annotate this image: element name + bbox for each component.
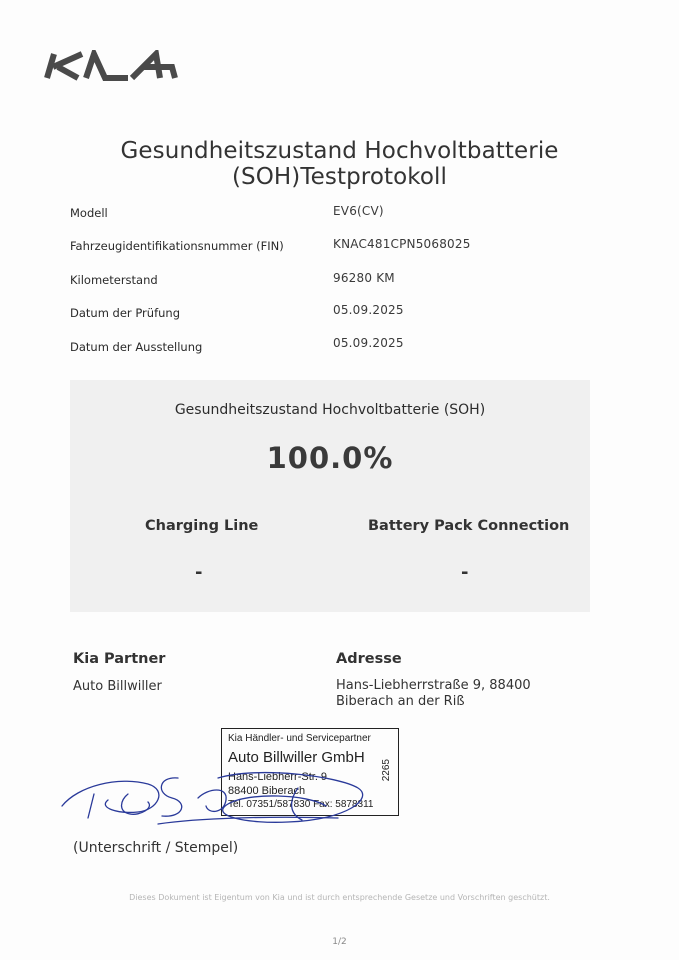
stamp-line4: 88400 Biberach bbox=[228, 785, 306, 797]
handwritten-signature bbox=[58, 758, 378, 828]
address-line1: Hans-Liebherrstraße 9, 88400 bbox=[336, 678, 531, 693]
document-title-line1: Gesundheitszustand Hochvoltbatterie bbox=[120, 138, 559, 164]
address-line2: Biberach an der Riß bbox=[336, 694, 465, 709]
mileage-value: 96280 KM bbox=[333, 271, 395, 285]
partner-name: Auto Billwiller bbox=[73, 679, 162, 694]
issue-date-label: Datum der Ausstellung bbox=[70, 340, 203, 354]
kia-logo bbox=[42, 50, 178, 82]
vin-value: KNAC481CPN5068025 bbox=[333, 237, 471, 251]
test-date-value: 05.09.2025 bbox=[333, 303, 404, 317]
stamp-line1: Kia Händler- und Servicepartner bbox=[228, 733, 371, 744]
test-date-label: Datum der Prüfung bbox=[70, 306, 180, 320]
battery-pack-label: Battery Pack Connection bbox=[368, 518, 570, 534]
legal-footer: Dieses Dokument ist Eigentum von Kia und ist durch entsprechende Gesetze und Vorschriften geschützt. bbox=[129, 893, 550, 902]
partner-heading: Kia Partner bbox=[73, 651, 166, 667]
charging-line-label: Charging Line bbox=[145, 518, 259, 534]
soh-value: 100.0% bbox=[266, 441, 394, 475]
battery-pack-value: - bbox=[461, 562, 469, 583]
stamp-side-number: 2265 bbox=[381, 759, 392, 782]
signature-caption: (Unterschrift / Stempel) bbox=[73, 840, 239, 856]
stamp-line2: Auto Billwiller GmbH bbox=[228, 749, 365, 766]
soh-title: Gesundheitszustand Hochvoltbatterie (SOH) bbox=[174, 402, 486, 418]
stamp-line3: Hans-Liebherr-Str. 9 bbox=[228, 771, 328, 783]
vin-label: Fahrzeugidentifikationsnummer (FIN) bbox=[70, 239, 284, 253]
address-heading: Adresse bbox=[336, 651, 402, 667]
issue-date-value: 05.09.2025 bbox=[333, 336, 404, 350]
document-title-line2: (SOH)Testprotokoll bbox=[231, 164, 448, 190]
charging-line-value: - bbox=[195, 562, 203, 583]
model-value: EV6(CV) bbox=[333, 204, 384, 218]
stamp-line5: Tel. 07351/587830 Fax: 5878311 bbox=[228, 799, 374, 810]
model-label: Modell bbox=[70, 206, 108, 220]
page-number: 1/2 bbox=[332, 937, 347, 947]
mileage-label: Kilometerstand bbox=[70, 273, 158, 287]
